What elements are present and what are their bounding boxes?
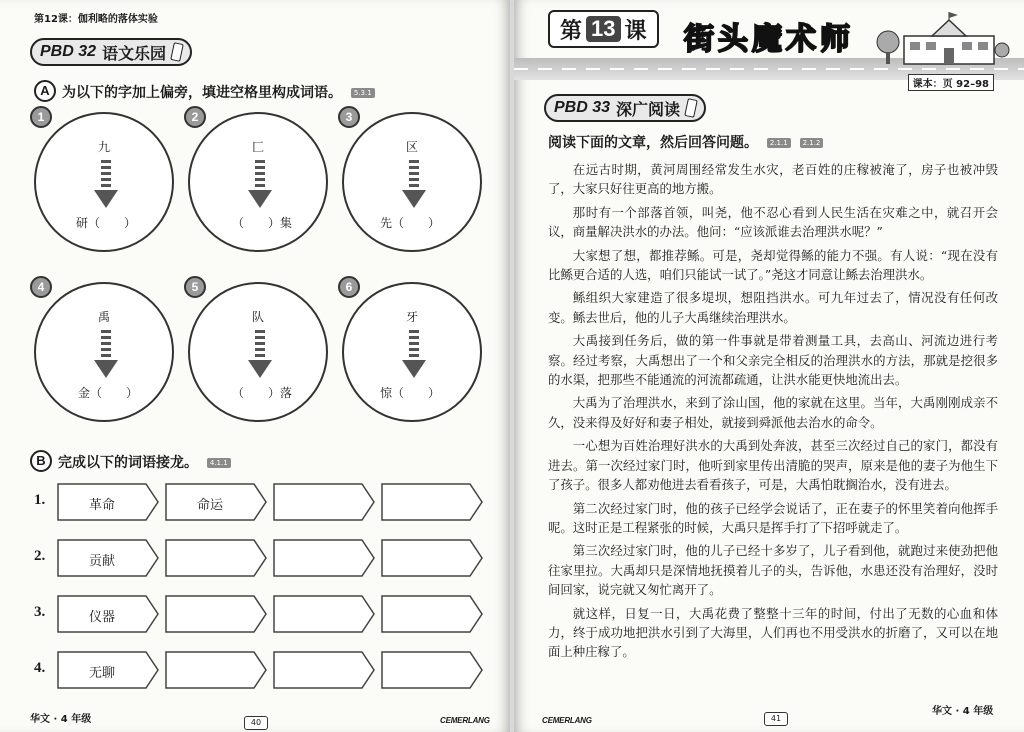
circle-number: 1 bbox=[30, 106, 52, 128]
down-arrow-icon bbox=[248, 160, 272, 210]
reading-article bbox=[548, 160, 998, 666]
down-arrow-icon bbox=[402, 160, 426, 210]
chain-word: 无聊 bbox=[88, 666, 115, 681]
down-arrow-icon bbox=[248, 330, 272, 380]
textbook-reference: 课本：页 92–98 bbox=[908, 74, 994, 91]
chain-row-number: 1. bbox=[34, 492, 46, 508]
word-blank[interactable]: 研（ ） bbox=[76, 216, 137, 230]
section-b-letter: B bbox=[30, 450, 52, 472]
radical-circle-1 bbox=[34, 112, 174, 252]
arrow-box-shape bbox=[164, 594, 268, 634]
left-page bbox=[0, 0, 510, 732]
radical-circle-6 bbox=[342, 282, 482, 422]
arrow-box-shape bbox=[272, 482, 376, 522]
chain-box bbox=[56, 594, 160, 634]
component-char: 匚 bbox=[251, 140, 264, 154]
article-paragraph: 大家想了想，都推荐鲧。可是，尧却觉得鲧的能力不强。有人说：“现在没有比鲧更合适的人选，咱们只能试一试了。”尧这才同意让鲧去治理洪水。 bbox=[548, 247, 998, 283]
lesson-title: 街头魔术师 bbox=[684, 22, 854, 57]
pbd-name: 语文乐园 bbox=[102, 43, 167, 63]
word-blank[interactable]: 先（ ） bbox=[380, 216, 441, 230]
section-a-letter: A bbox=[34, 80, 56, 102]
pbd-name: 深广阅读 bbox=[616, 99, 681, 119]
article-paragraph: 第三次经过家门时，他的儿子已经十多岁了，儿子看到他，就跑过来使劲把他往家里拉。大禹却只是深情地抚摸着儿子的头，告诉他，水患还没有治理好，没时间回家，说完就又匆忙离开了。 bbox=[548, 543, 998, 598]
school-building-icon bbox=[874, 12, 1010, 66]
down-arrow-icon bbox=[402, 330, 426, 380]
article-paragraph: 第二次经过家门时，他的孩子已经学会说话了，正在妻子的怀里笑着向他挥手呢。这时正是工程紧张的时候，大禹只是挥手打了下招呼就走了。 bbox=[548, 500, 998, 535]
pbd-33-header bbox=[544, 94, 706, 122]
curriculum-code: 2.1.1 bbox=[767, 138, 791, 148]
radical-circle-5 bbox=[188, 282, 328, 422]
down-arrow-icon bbox=[94, 160, 118, 210]
arrow-box-shape bbox=[272, 594, 376, 634]
curriculum-code: 4.1.1 bbox=[207, 458, 231, 468]
chain-box[interactable] bbox=[272, 650, 376, 690]
chain-box[interactable] bbox=[380, 482, 484, 522]
chain-row-number: 2. bbox=[34, 548, 46, 564]
chain-word: 贡献 bbox=[88, 554, 115, 569]
chain-box bbox=[164, 482, 268, 522]
component-char: 禹 bbox=[97, 310, 110, 324]
right-page bbox=[514, 0, 1024, 732]
publisher-logo: CEMERLANG bbox=[440, 716, 490, 725]
lesson-number: 13 bbox=[586, 16, 620, 42]
notebook-icon bbox=[170, 42, 184, 62]
reading-instruction: 阅读下面的文章，然后回答问题。 2.1.1 2.1.2 bbox=[548, 132, 823, 152]
arrow-box-shape bbox=[272, 538, 376, 578]
component-char: 九 bbox=[97, 140, 110, 154]
component-char: 队 bbox=[251, 310, 264, 324]
chain-box[interactable] bbox=[272, 482, 376, 522]
publisher-logo: CEMERLANG bbox=[542, 716, 592, 725]
curriculum-code: 2.1.2 bbox=[800, 138, 824, 148]
chain-box[interactable] bbox=[164, 650, 268, 690]
chain-box[interactable] bbox=[272, 594, 376, 634]
chain-box bbox=[56, 482, 160, 522]
chain-row-number: 3. bbox=[34, 604, 46, 620]
chain-word: 命运 bbox=[196, 498, 223, 513]
article-paragraph: 一心想为百姓治理好洪水的大禹到处奔波，甚至三次经过自己的家门，都没有进去。第一次经过家门时，他听到家里传出清脆的哭声，原来是他的妻子为他生下了孩子。很多人都劝他进去看看孩子，可是，大禹怕耽搁治水，没有进去。 bbox=[548, 438, 998, 493]
radical-circle-4 bbox=[34, 282, 174, 422]
chain-box[interactable] bbox=[272, 538, 376, 578]
chain-word: 革命 bbox=[88, 498, 115, 513]
component-char: 区 bbox=[405, 140, 418, 154]
word-blank[interactable]: （ ）集 bbox=[232, 216, 293, 230]
page-number: 41 bbox=[764, 712, 788, 726]
lesson-badge: 第 13 课 bbox=[548, 10, 659, 48]
circle-number: 6 bbox=[338, 276, 360, 298]
circle-number: 3 bbox=[338, 106, 360, 128]
circle-number: 5 bbox=[184, 276, 206, 298]
arrow-box-shape bbox=[380, 482, 484, 522]
radical-circle-3 bbox=[342, 112, 482, 252]
running-head: 第12课：伽利略的落体实验 bbox=[34, 14, 158, 25]
book-icon bbox=[684, 98, 698, 118]
arrow-box-shape bbox=[380, 538, 484, 578]
word-blank[interactable]: （ ）落 bbox=[232, 386, 293, 400]
chain-box bbox=[56, 650, 160, 690]
circle-number: 4 bbox=[30, 276, 52, 298]
chain-box[interactable] bbox=[380, 650, 484, 690]
article-paragraph: 大禹为了治理洪水，来到了涂山国，他的家就在这里。当年，大禹刚刚成亲不久，没来得及好好和妻子相处，就接到舜派他去治水的命令。 bbox=[548, 395, 998, 430]
pbd-code: PBD 33 bbox=[554, 99, 611, 116]
radical-circle-2 bbox=[188, 112, 328, 252]
article-paragraph: 鲧组织大家建造了很多堤坝，想阻挡洪水。可九年过去了，情况没有任何改变。鲧去世后，他的儿子大禹继续治理洪水。 bbox=[548, 290, 998, 325]
component-char: 牙 bbox=[405, 310, 418, 324]
chain-box[interactable] bbox=[164, 594, 268, 634]
page-number: 40 bbox=[244, 716, 268, 730]
arrow-box-shape bbox=[380, 650, 484, 690]
arrow-box-shape bbox=[164, 538, 268, 578]
chain-word: 仪器 bbox=[88, 610, 115, 625]
footer-subject: 华文 · 4 年级 bbox=[932, 706, 994, 717]
word-blank[interactable]: 金（ ） bbox=[78, 386, 139, 400]
arrow-box-shape bbox=[380, 594, 484, 634]
chain-box bbox=[56, 538, 160, 578]
article-paragraph: 在远古时期，黄河周围经常发生水灾，老百姓的庄稼被淹了，房子也被冲毁了，大家只好往更高的地方搬。 bbox=[548, 162, 998, 197]
chain-box[interactable] bbox=[380, 594, 484, 634]
arrow-box-shape bbox=[272, 650, 376, 690]
word-blank[interactable]: 惊（ ） bbox=[380, 386, 441, 400]
article-paragraph: 大禹接到任务后，做的第一件事就是带着测量工具，去高山、河流边进行考察。经过考察，大禹想出了一个和父亲完全相反的治理洪水的方法，那就是挖很多的水渠，把那些不能通流的河流都疏通，让洪水能更快地流出去。 bbox=[548, 333, 998, 388]
curriculum-code: 5.3.1 bbox=[351, 88, 375, 98]
pbd-code: PBD 32 bbox=[40, 43, 97, 60]
chain-box[interactable] bbox=[164, 538, 268, 578]
section-b-instruction: 完成以下的词语接龙。 4.1.1 bbox=[58, 452, 231, 472]
pbd-32-header bbox=[30, 38, 192, 66]
arrow-box-shape bbox=[164, 650, 268, 690]
circle-number: 2 bbox=[184, 106, 206, 128]
article-paragraph: 就这样，日复一日，大禹花费了整整十三年的时间，付出了无数的心血和体力，终于成功地把洪水引到了大海里，人们再也不用受洪水的折磨了，又可以在地面上种庄稼了。 bbox=[548, 605, 998, 660]
chain-box[interactable] bbox=[380, 538, 484, 578]
section-a-instruction: 为以下的字加上偏旁，填进空格里构成词语。 5.3.1 bbox=[62, 82, 375, 102]
footer-subject: 华文 · 4 年级 bbox=[30, 714, 92, 725]
chain-row-number: 4. bbox=[34, 660, 46, 676]
down-arrow-icon bbox=[94, 330, 118, 380]
article-paragraph: 那时有一个部落首领，叫尧，他不忍心看到人民生活在灾难之中，就召开会议，商量解决洪水的办法。他问：“应该派谁去治理洪水呢？” bbox=[548, 204, 998, 240]
